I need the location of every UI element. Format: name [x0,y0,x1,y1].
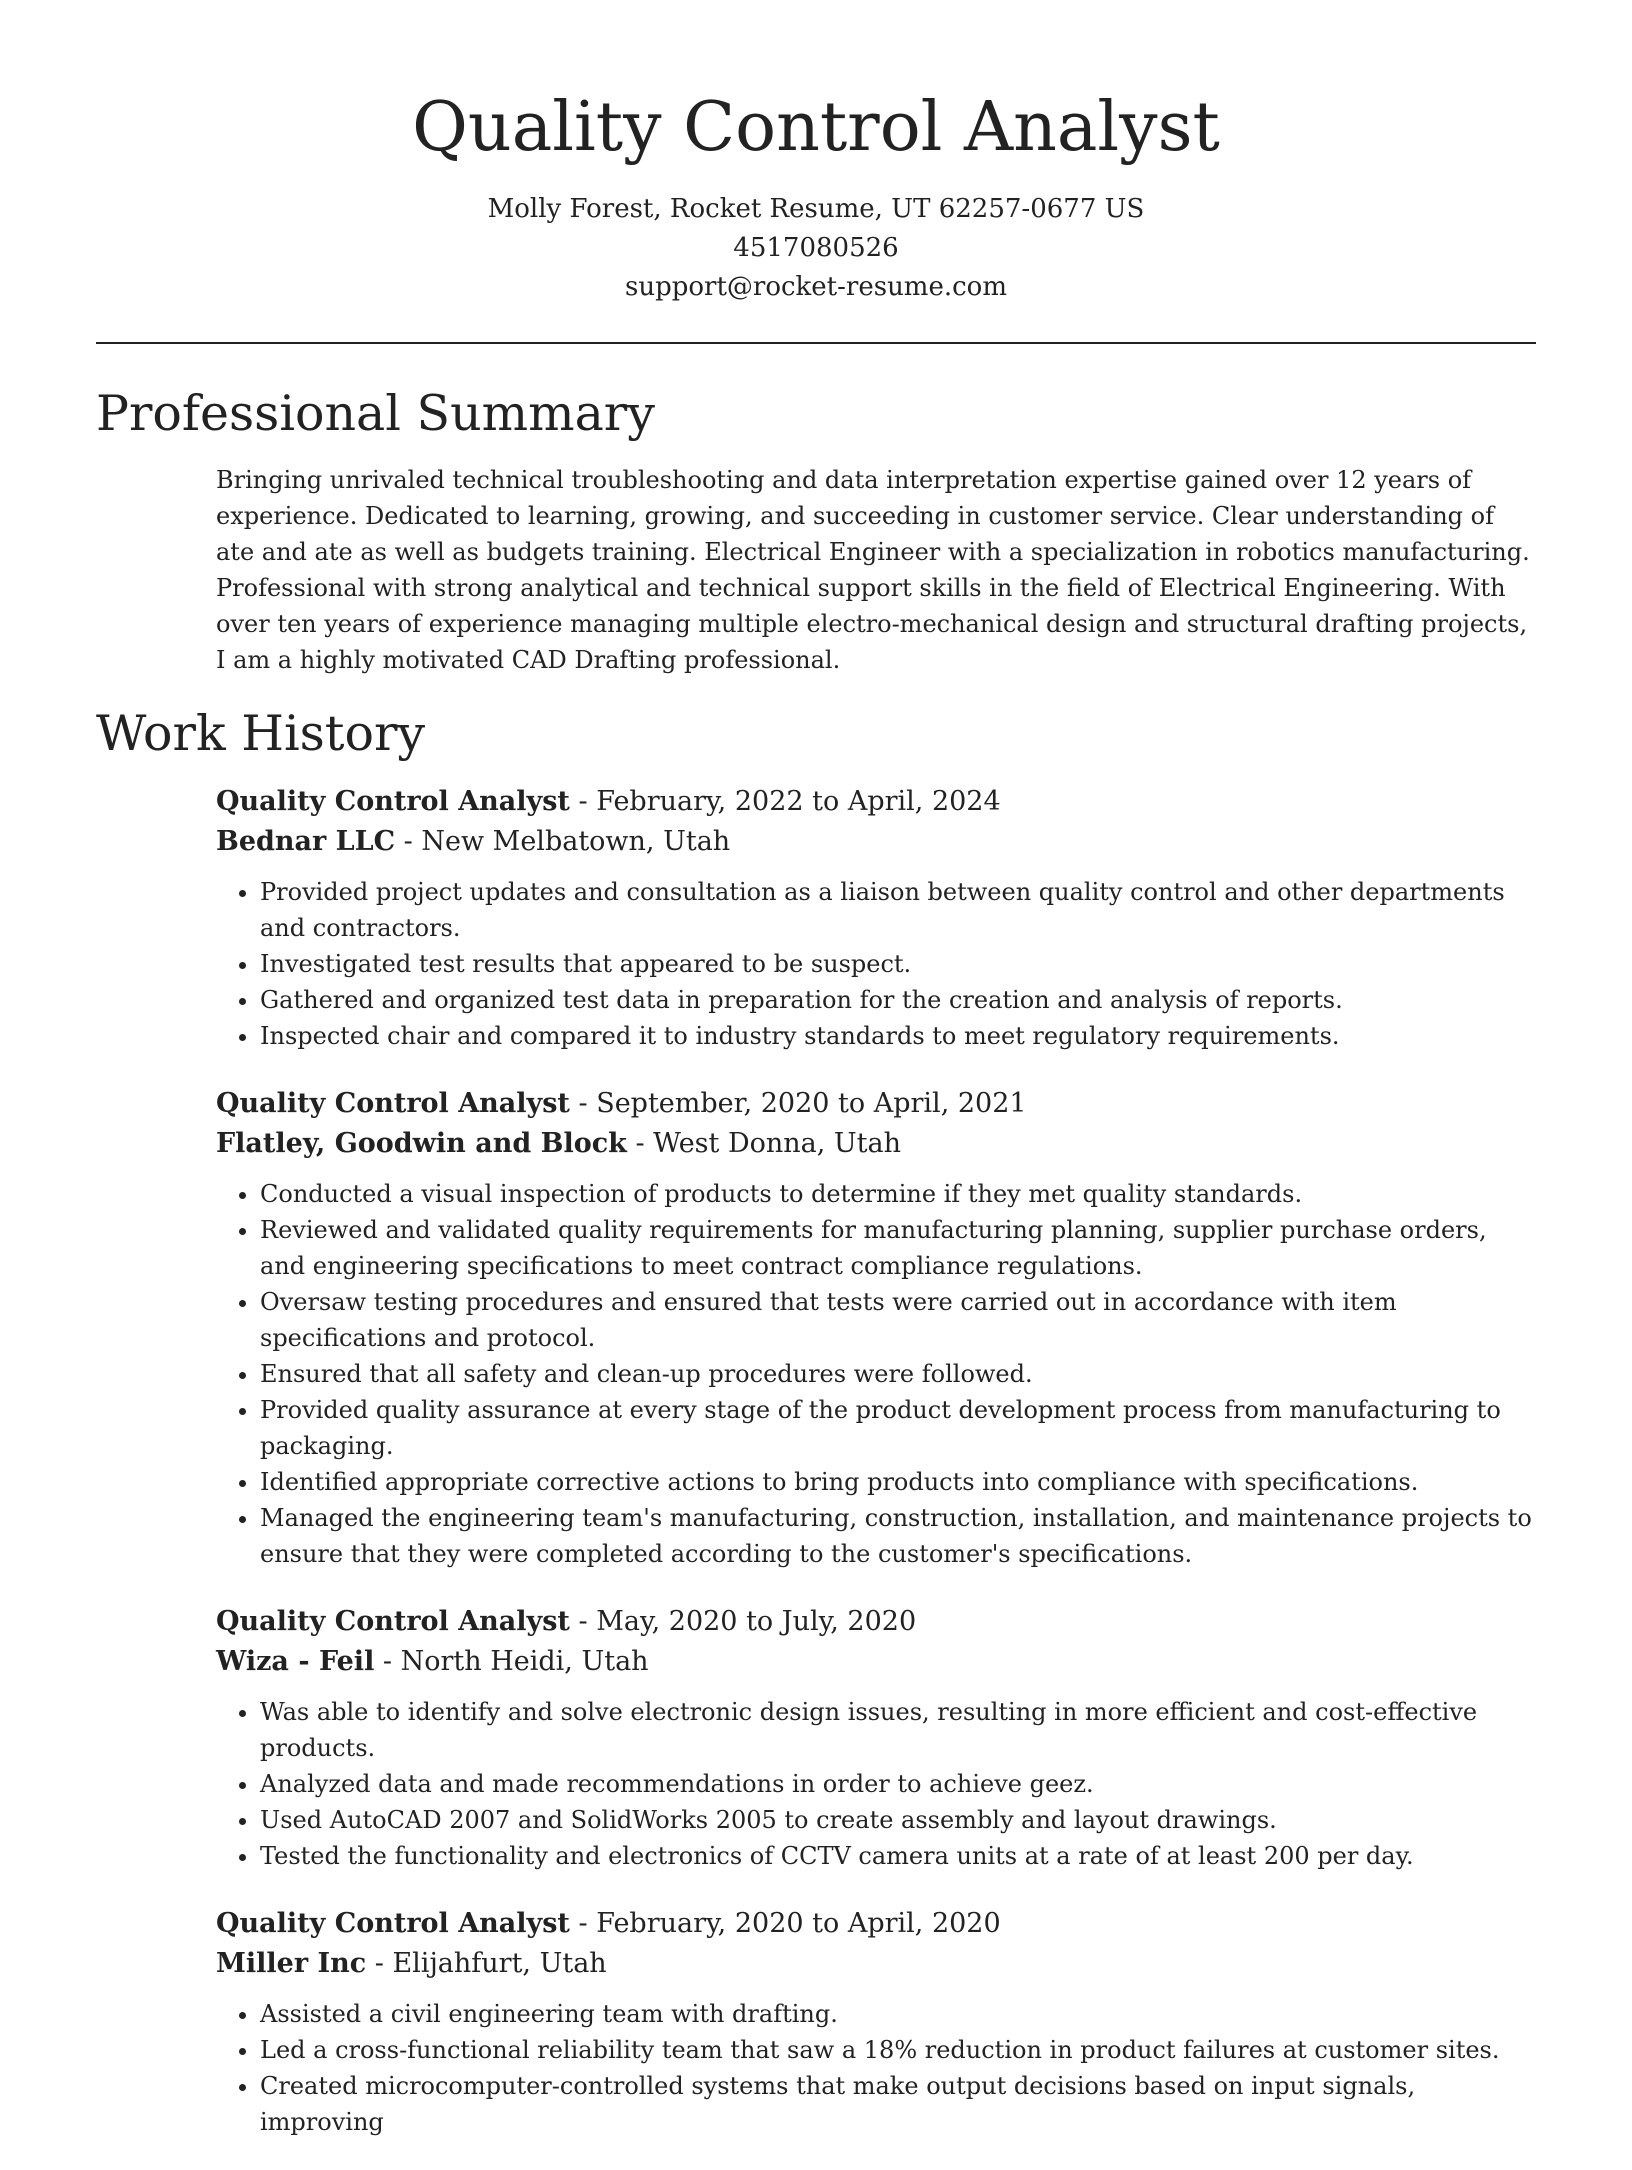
contact-address: Molly Forest, Rocket Resume, UT 62257-0677 US [487,194,1145,224]
job-title-line [216,782,1536,822]
job-bullet: • Provided quality assurance at every stage of the product development process from manufacturing to packaging. [260,1392,1536,1464]
job-bullet: • Provided project updates and consultation as a liaison between quality control and other departments and contractors. [260,874,1536,946]
job-bullets [216,1694,1536,1874]
summary-heading: Professional Summary [96,385,655,442]
contact-email: support@rocket-resume.com [624,272,1007,302]
job-title-line [216,1602,1536,1642]
job-company: Wiza - Feil [216,1646,375,1677]
job-location: - North Heidi, Utah [374,1646,649,1677]
contact-block [96,190,1536,307]
job-bullets [216,874,1536,1054]
summary-text: Bringing unrivaled technical troubleshooting and data interpretation expertise gained over 12 years of experience. Dedicated to learning, growing, and succeeding in customer service. Clear understanding of ate and ate as well as budgets training. Electrical Engineer with a specialization in robotics manufacturing. Professional with strong analytical and technical support skills in the field of Electrical Engineering. With over ten years of experience managing multiple electro-mechanical design and structural drafting projects, I am a highly motivated CAD Drafting professional. [216,466,1530,674]
job-bullet: • Tested the functionality and electronics of CCTV camera units at a rate of at least 200 per day. [260,1838,1536,1874]
job-title-line [216,1084,1536,1124]
job-bullet: • Created microcomputer-controlled systems that make output decisions based on input signals, improving [260,2068,1536,2140]
job-bullet: • Managed the engineering team's manufacturing, construction, installation, and maintenance projects to ensure that they were completed according to the customer's specifications. [260,1500,1536,1572]
job-location: - New Melbatown, Utah [395,826,731,857]
job-bullets [216,1996,1536,2140]
job-company: Flatley, Goodwin and Block [216,1128,627,1159]
job-list [216,782,1536,2170]
job-dates: - February, 2022 to April, 2024 [569,786,1001,817]
job-bullet: • Investigated test results that appeared to be suspect. [260,946,1536,982]
job-bullet: • Identified appropriate corrective actions to bring products into compliance with specifications. [260,1464,1536,1500]
job-dates: - September, 2020 to April, 2021 [569,1088,1027,1119]
work-history-heading: Work History [96,705,426,762]
job-dates: - February, 2020 to April, 2020 [569,1908,1001,1939]
job-bullet: • Gathered and organized test data in preparation for the creation and analysis of reports. [260,982,1536,1018]
resume-title: Quality Control Analyst [412,88,1220,167]
header-divider [96,342,1536,344]
job-company: Bednar LLC [216,826,396,857]
job-bullet: • Inspected chair and compared it to industry standards to meet regulatory requirements. [260,1018,1536,1054]
job-bullets [216,1176,1536,1572]
job-bullet: • Led a cross-functional reliability team that saw a 18% reduction in product failures at customer sites. [260,2032,1536,2068]
job-bullet: • Conducted a visual inspection of products to determine if they met quality standards. [260,1176,1536,1212]
job-company-line [216,822,1536,862]
job-location: - Elijahfurt, Utah [366,1948,607,1979]
job-dates: - May, 2020 to July, 2020 [569,1606,917,1637]
job-entry [216,1904,1536,2140]
job-role: Quality Control Analyst [216,1606,570,1637]
job-bullet: • Reviewed and validated quality requirements for manufacturing planning, supplier purchase orders, and engineering specifications to meet contract compliance regulations. [260,1212,1536,1284]
job-bullet: • Ensured that all safety and clean-up procedures were followed. [260,1356,1536,1392]
job-role: Quality Control Analyst [216,1908,570,1939]
job-company-line [216,1124,1536,1164]
job-entry [216,1084,1536,1572]
job-title-line [216,1904,1536,1944]
job-role: Quality Control Analyst [216,1088,570,1119]
job-company-line [216,1642,1536,1682]
job-bullet: • Analyzed data and made recommendations in order to achieve geez. [260,1766,1536,1802]
job-bullet: • Was able to identify and solve electronic design issues, resulting in more efficient and cost-effective products. [260,1694,1536,1766]
job-bullet: • Oversaw testing procedures and ensured that tests were carried out in accordance with item specifications and protocol. [260,1284,1536,1356]
job-entry [216,1602,1536,1874]
job-bullet: • Used AutoCAD 2007 and SolidWorks 2005 to create assembly and layout drawings. [260,1802,1536,1838]
job-role: Quality Control Analyst [216,786,570,817]
job-entry [216,782,1536,1054]
job-location: - West Donna, Utah [626,1128,901,1159]
job-bullet: • Assisted a civil engineering team with drafting. [260,1996,1536,2032]
contact-phone: 4517080526 [733,233,899,263]
job-company-line [216,1944,1536,1984]
job-company: Miller Inc [216,1948,367,1979]
